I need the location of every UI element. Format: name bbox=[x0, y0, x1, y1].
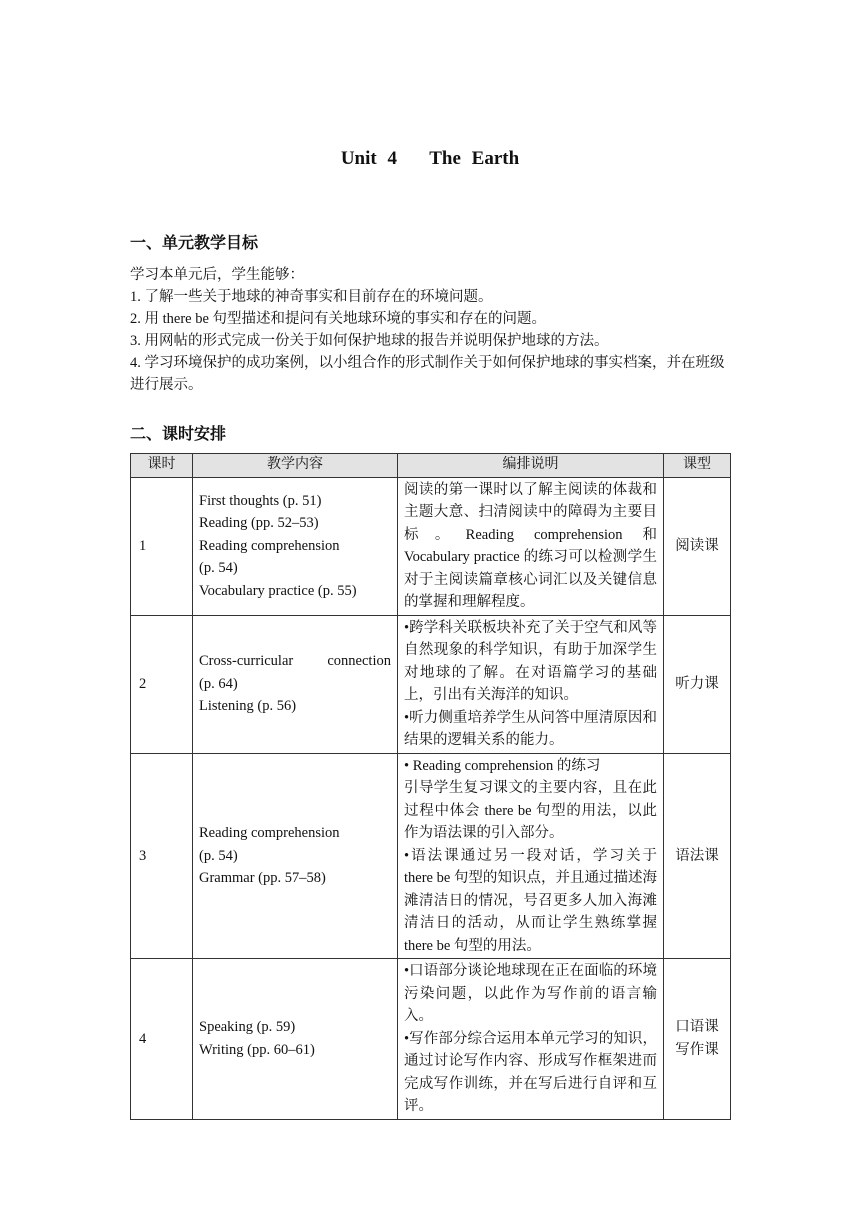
content-line: Grammar (pp. 57–58) bbox=[199, 870, 326, 886]
header-notes: 编排说明 bbox=[398, 454, 664, 478]
lesson-type: 口语课 写作课 bbox=[664, 959, 731, 1120]
schedule-table bbox=[130, 453, 731, 1120]
note-paragraph: 阅读的第一课时以了解主阅读的体裁和主题大意、扫清阅读中的障碍为主要目标。Reading comprehension 和 Vocabulary practice 的练习可以检测学生对于主阅读篇章核心词汇以及关键信息的掌握和理解程度。 bbox=[404, 481, 657, 610]
table-row bbox=[131, 753, 731, 959]
lesson-notes bbox=[398, 753, 664, 959]
lesson-content bbox=[193, 753, 398, 959]
goal-item: 4. 学习环境保护的成功案例，以小组合作的形式制作关于如何保护地球的事实档案，并在班级进行展示。 bbox=[130, 355, 725, 393]
header-content: 教学内容 bbox=[193, 454, 398, 478]
content-line: (p. 54) bbox=[199, 560, 238, 577]
lesson-notes bbox=[398, 615, 664, 753]
unit-title: Unit 4 The Earth bbox=[340, 148, 520, 169]
lesson-number: 2 bbox=[131, 615, 193, 753]
goals-intro: 学习本单元后，学生能够： bbox=[130, 267, 304, 283]
content-line: Reading comprehension bbox=[199, 537, 340, 554]
lesson-type: 听力课 bbox=[664, 615, 731, 753]
lesson-notes bbox=[398, 959, 664, 1120]
table-row bbox=[131, 615, 731, 753]
lesson-number: 1 bbox=[131, 477, 193, 615]
note-paragraph: •写作部分综合运用本单元学习的知识，通过讨论写作内容、形成写作框架进而完成写作训练，并在写后进行自评和互评。 bbox=[404, 1030, 657, 1114]
note-paragraph: •语法课通过另一段对话，学习关于 there be 句型的知识点，并且通过描述海滩清洁日的情况，号召更多人加入海滩清洁日的活动，从而让学生熟练掌握 there be 句型的用法。 bbox=[404, 847, 657, 954]
section-heading-schedule: 二、课时安排 bbox=[130, 426, 227, 443]
note-paragraph: •口语部分谈论地球现在正在面临的环境污染问题，以此作为写作前的语言输入。 bbox=[404, 963, 657, 1024]
header-type: 课型 bbox=[664, 454, 731, 478]
content-line: (p. 64) bbox=[199, 675, 238, 692]
goal-item: 2. 用 there be 句型描述和提问有关地球环境的事实和存在的问题。 bbox=[130, 311, 547, 327]
lesson-type: 语法课 bbox=[664, 753, 731, 959]
content-line: Listening (p. 56) bbox=[199, 698, 297, 715]
lesson-content bbox=[193, 615, 398, 753]
lesson-type: 阅读课 bbox=[664, 477, 731, 615]
section-heading-goals: 一、单元教学目标 bbox=[130, 235, 259, 252]
content-line: Cross-curricular connection bbox=[199, 653, 391, 670]
content-line: First thoughts (p. 51) bbox=[199, 492, 322, 509]
table-row bbox=[131, 959, 731, 1120]
table-header-row bbox=[131, 454, 731, 478]
lesson-number: 3 bbox=[131, 753, 193, 959]
lesson-number: 4 bbox=[131, 959, 193, 1120]
header-lesson: 课时 bbox=[131, 454, 193, 478]
content-line: (p. 54) bbox=[199, 847, 238, 864]
note-paragraph: •听力侧重培养学生从问答中厘清原因和结果的逻辑关系的能力。 bbox=[404, 709, 657, 748]
lesson-notes bbox=[398, 477, 664, 615]
content-line: Speaking (p. 59) bbox=[199, 1019, 296, 1036]
note-paragraph: 引导学生复习课文的主要内容，且在此过程中体会 there be 句型的用法，以此作为语法课的引入部分。 bbox=[404, 780, 657, 841]
note-paragraph: •跨学科关联板块补充了关于空气和风等自然现象的科学知识，有助于加深学生对地球的了解。在对语篇学习的基础上，引出有关海洋的知识。 bbox=[404, 619, 657, 703]
table-row bbox=[131, 477, 731, 615]
content-line: Writing (pp. 60–61) bbox=[199, 1041, 315, 1058]
goal-item: 3. 用网帖的形式完成一份关于如何保护地球的报告并说明保护地球的方法。 bbox=[130, 333, 609, 349]
lesson-content bbox=[193, 959, 398, 1120]
note-paragraph: • Reading comprehension 的练习 bbox=[404, 757, 601, 774]
content-line: Reading comprehension bbox=[199, 825, 340, 841]
goals-list bbox=[130, 264, 730, 396]
lesson-content bbox=[193, 477, 398, 615]
content-line: Reading (pp. 52–53) bbox=[199, 515, 319, 532]
content-line: Vocabulary practice (p. 55) bbox=[199, 582, 357, 599]
goal-item: 1. 了解一些关于地球的神奇事实和目前存在的环境问题。 bbox=[130, 289, 493, 305]
